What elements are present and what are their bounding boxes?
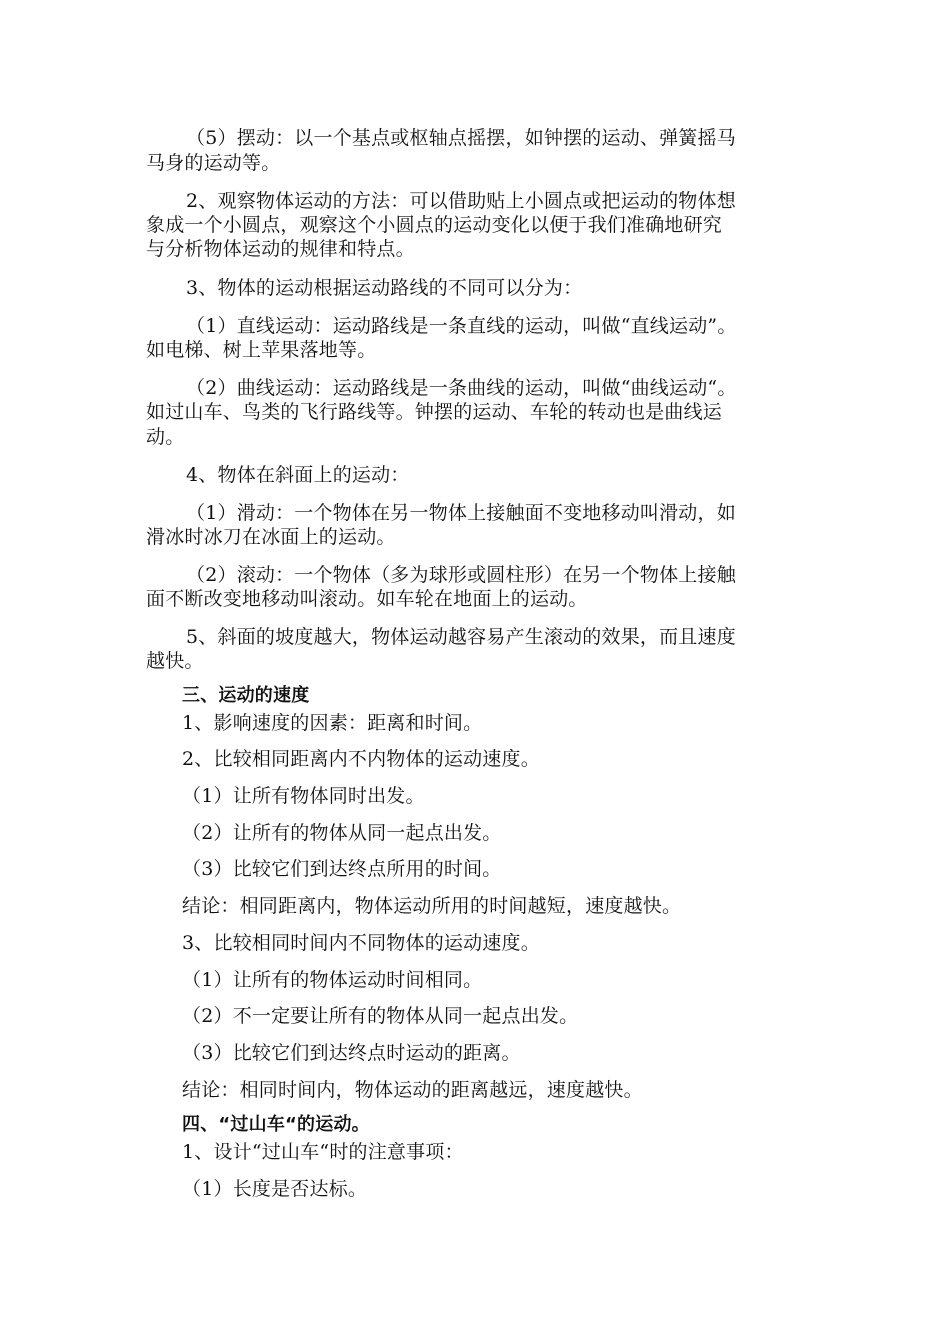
paragraph-line: 4、物体在斜面上的运动：: [186, 464, 410, 486]
paragraph-line: 象成一个小圆点，观察这个小圆点的运动变化以便于我们准确地研究: [146, 214, 723, 236]
paragraph-line: 马身的运动等。: [146, 152, 281, 174]
paragraph-line: 越快。: [146, 650, 204, 672]
paragraph-line: 1、影响速度的因素：距离和时间。: [182, 712, 483, 734]
paragraph-line: 5、斜面的坡度越大，物体运动越容易产生滚动的效果，而且速度: [186, 626, 736, 648]
paragraph-line: 如过山车、鸟类的飞行路线等。钟摆的运动、车轮的转动也是曲线运: [146, 401, 723, 423]
paragraph-line: 面不断改变地移动叫滚动。如车轮在地面上的运动。: [146, 588, 588, 610]
list-item: （1）让所有物体同时出发。: [182, 785, 425, 807]
paragraph-line: 滑冰时冰刀在冰面上的运动。: [146, 526, 396, 548]
list-item: （3）比较它们到达终点所用的时间。: [182, 858, 502, 880]
paragraph-line: 动。: [146, 426, 185, 448]
paragraph-line: 如电梯、树上苹果落地等。: [146, 339, 377, 361]
paragraph-line: （1）直线运动：运动路线是一条直线的运动，叫做“直线运动”。: [186, 315, 737, 337]
list-item: （2）不一定要让所有的物体从同一起点出发。: [182, 1005, 579, 1027]
paragraph-line: （5）摆动：以一个基点或枢轴点摇摆，如钟摆的运动、弹簧摇马: [186, 127, 736, 149]
paragraph-line: 与分析物体运动的规律和特点。: [146, 238, 415, 260]
paragraph-line: 3、比较相同时间内不同物体的运动速度。: [182, 932, 540, 954]
list-item: （2）让所有的物体从同一起点出发。: [182, 822, 502, 844]
section-heading: 四、“过山车“的运动。: [182, 1114, 370, 1135]
list-item: （3）比较它们到达终点时运动的距离。: [182, 1042, 521, 1064]
list-item: （1）长度是否达标。: [182, 1178, 368, 1200]
paragraph-line: 2、比较相同距离内不内物体的运动速度。: [182, 748, 540, 770]
paragraph-line: （2）曲线运动：运动路线是一条曲线的运动，叫做“曲线运动“。: [186, 377, 737, 399]
list-item: （1）让所有的物体运动时间相同。: [182, 969, 483, 991]
paragraph-line: 2、观察物体运动的方法：可以借助贴上小圆点或把运动的物体想: [186, 190, 736, 212]
paragraph-line: 3、物体的运动根据运动路线的不同可以分为：: [186, 277, 583, 299]
conclusion-line: 结论：相同距离内，物体运动所用的时间越短，速度越快。: [182, 895, 682, 917]
paragraph-line: 1、设计“过山车“时的注意事项：: [182, 1141, 464, 1163]
conclusion-line: 结论：相同时间内，物体运动的距离越远，速度越快。: [182, 1079, 643, 1101]
paragraph-line: （1）滑动：一个物体在另一物体上接触面不变地移动叫滑动，如: [186, 502, 736, 524]
section-heading: 三、运动的速度: [182, 685, 310, 706]
paragraph-line: （2）滚动：一个物体（多为球形或圆柱形）在另一个物体上接触: [186, 564, 736, 586]
